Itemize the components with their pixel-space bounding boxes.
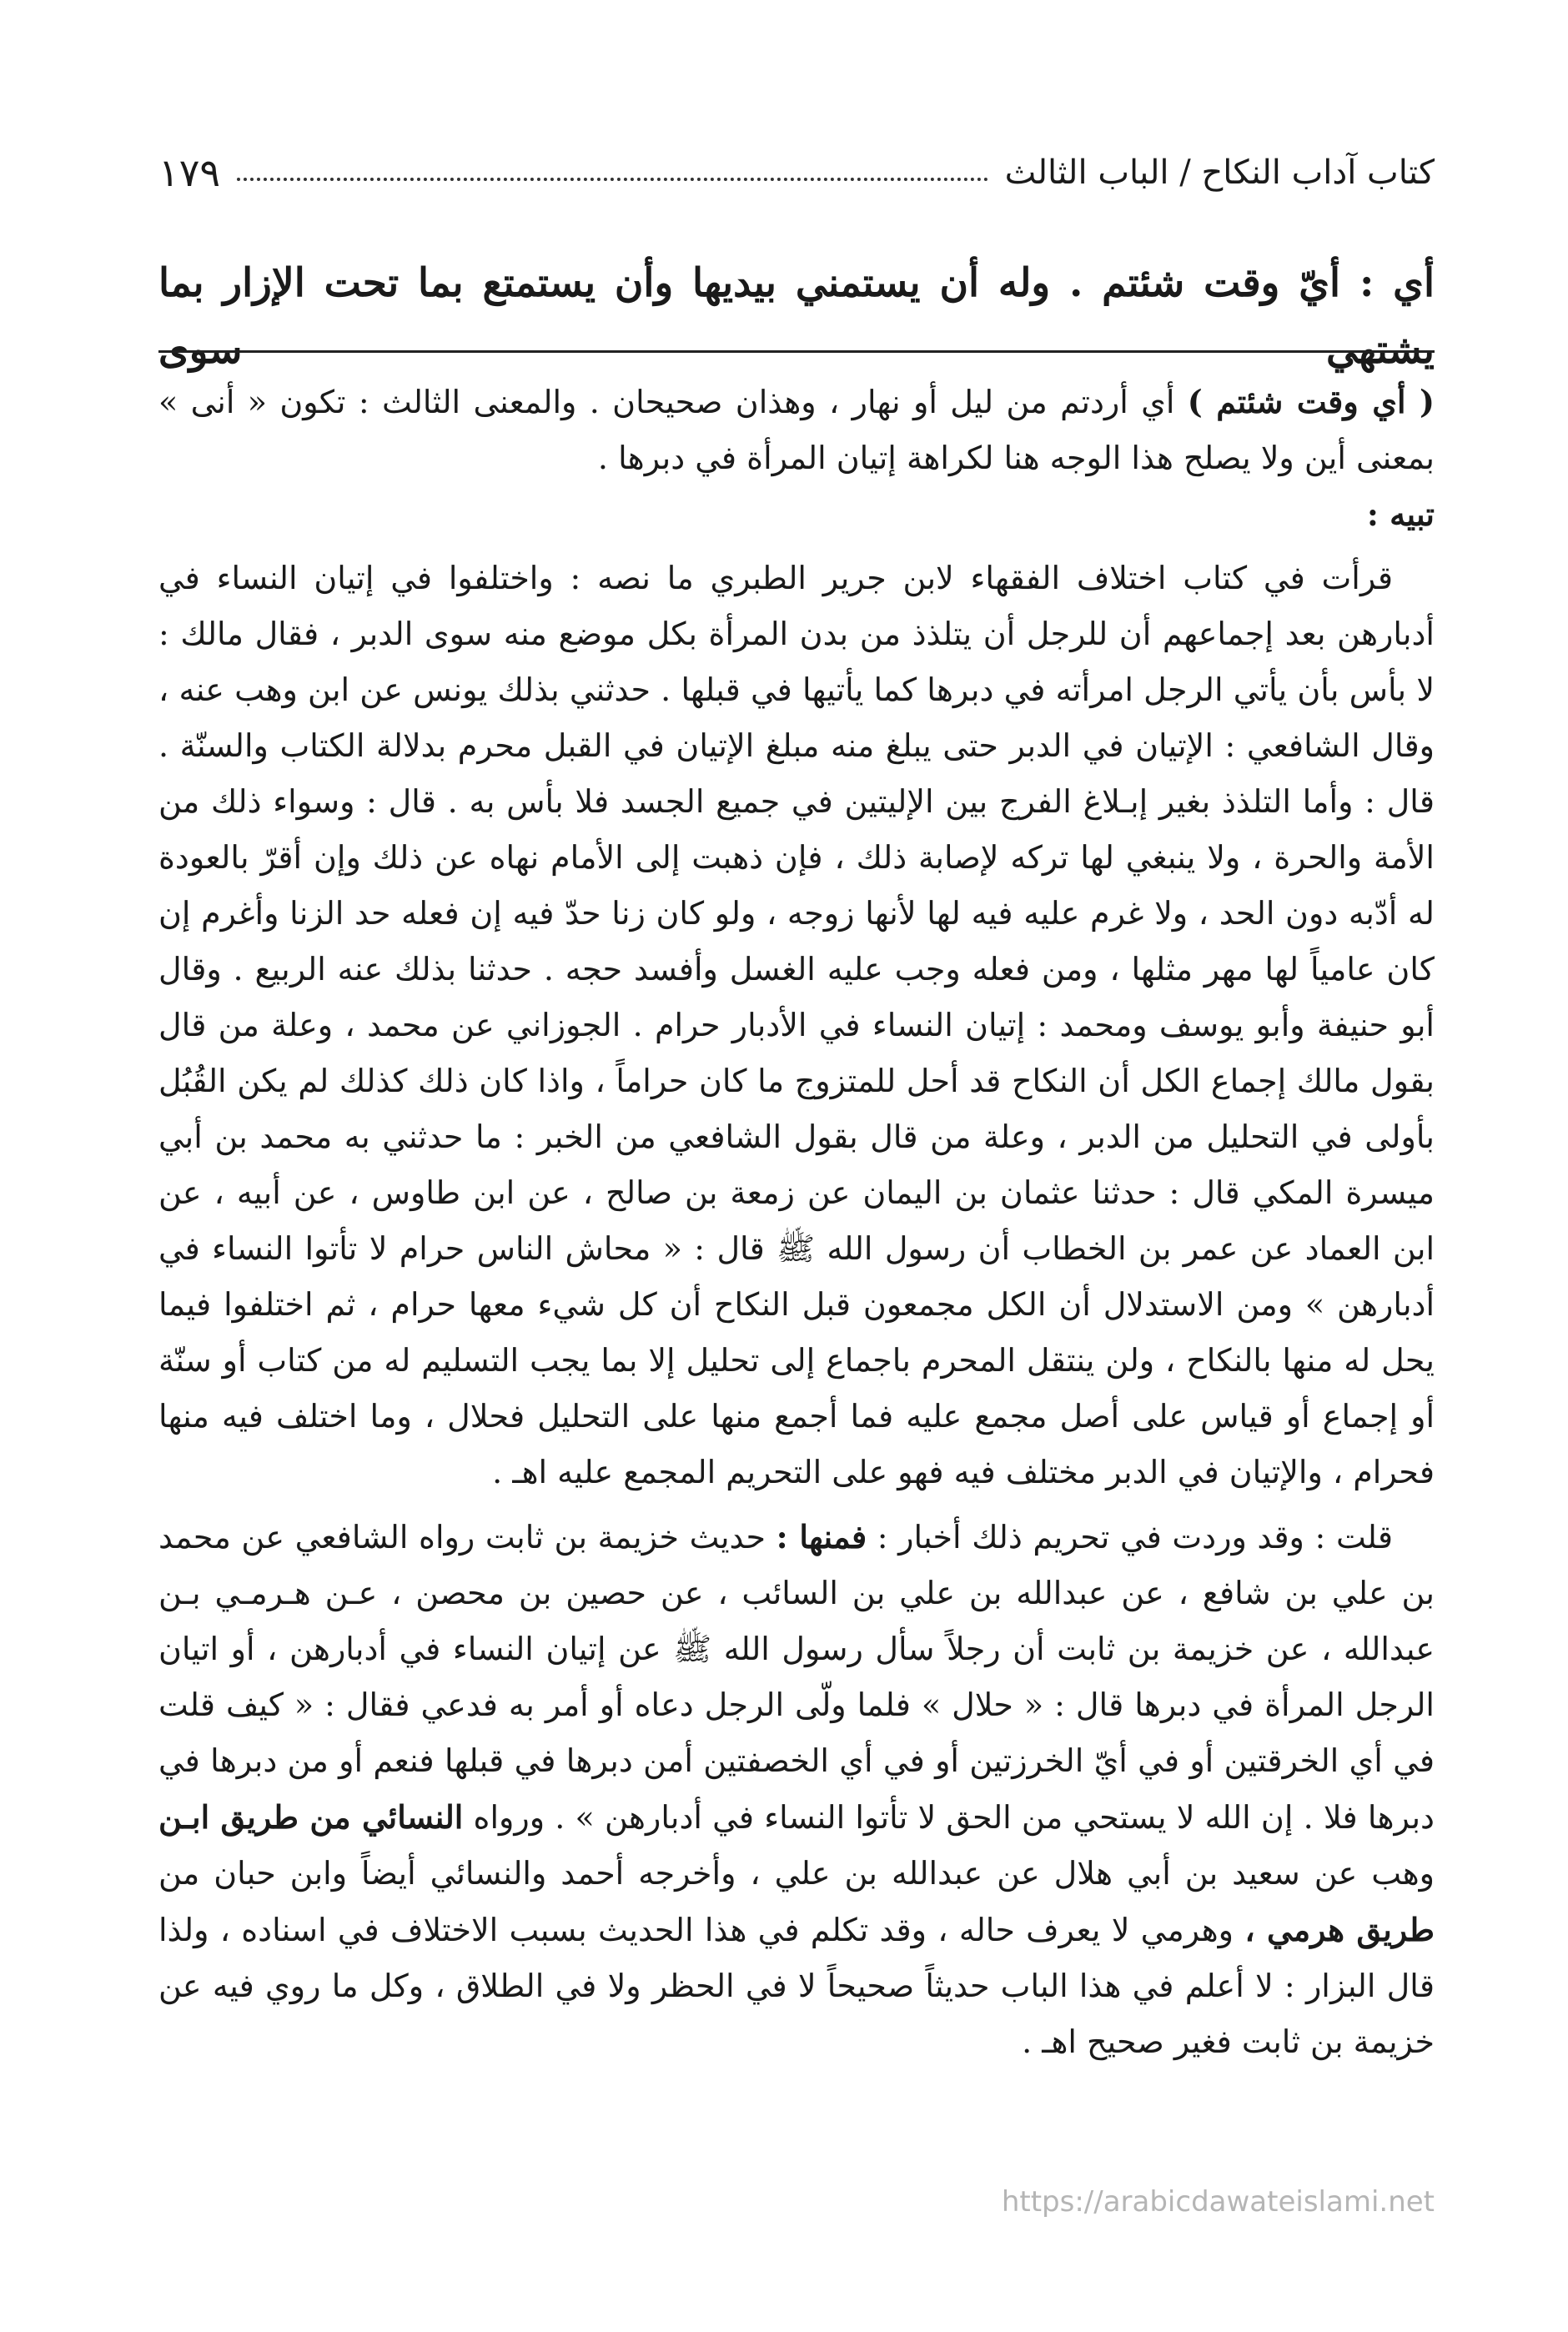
running-header bbox=[158, 143, 1435, 202]
chapter-title: كتاب آداب النكاح / الباب الثالث bbox=[1004, 153, 1435, 192]
section-heading: تبيه : bbox=[1366, 495, 1435, 533]
emphasis-text: طريق هرمي ، bbox=[1244, 1911, 1435, 1948]
commentary-text: قلت : وقد وردت في تحريم ذلك أخبار : bbox=[867, 1519, 1394, 1556]
commentary-text: وهرمي لا يعرف حاله ، وقد تكلم في هذا الحديث بسبب الاختلاف في اسناده ، ولذا قال البزار : لا أعلم في هذا الباب حديثاً صحيحاً لا في الحظر ولا في الطلاق ، وكل ما روي فيه عن خزيمة بن ثابت فغير صحيح اهـ . bbox=[158, 1912, 1435, 2060]
source-url-watermark: https://arabicdawateislami.net bbox=[1001, 2185, 1435, 2219]
commentary-text: وهب عن سعيد بن أبي هلال عن عبدالله بن علي ، وأخرجه أحمد والنسائي أيضاً وابن حبان من bbox=[158, 1855, 1435, 1892]
commented-phrase: ( أي وقت شئتم ) bbox=[1187, 383, 1435, 420]
commentary bbox=[158, 374, 1435, 2070]
header-dot-leader bbox=[237, 178, 988, 181]
main-text: أي : أيّ وقت شئتم . وله أن يستمني بيديها وأن يستمتع بما تحت الإزار بما يشتهي سوى bbox=[158, 260, 1435, 373]
footnote-divider bbox=[158, 350, 1435, 353]
commentary-paragraph bbox=[158, 1509, 1435, 2070]
emphasis-text: فمنها : bbox=[776, 1518, 867, 1556]
commentary-text: أي أردتم من ليل أو نهار ، وهذان صحيحان . والمعنى الثالث : تكون « أنى » بمعنى أين ولا يصلح هذا الوجه هنا لكراهة إتيان المرأة في دبرها . bbox=[158, 384, 1435, 476]
emphasis-text: النسائي من طريق ابـن bbox=[158, 1798, 464, 1836]
commentary-paragraph: قرأت في كتاب اختلاف الفقهاء لابن جرير الطبري ما نصه : واختلفوا في إتيان النساء في أدبارهن بعد إجماعهم أن للرجل أن يتلذذ من بدن المرأة بكل موضع منه سوى الدبر ، فقال مالك : لا بأس بأن يأتي الرجل امرأته في دبرها كما يأتيها في قبلها . حدثني بذلك يونس عن ابن وهب عنه ، وقال الشافعي : الإتيان في الدبر حتى يبلغ منه مبلغ الإتيان في القبل محرم بدلالة الكتاب والسنّة . قال : وأما التلذذ بغير إبـلاغ الفرج بين الإليتين في جميع الجسد فلا بأس به . قال : وسواء ذلك من الأمة والحرة ، ولا ينبغي لها تركه لإصابة ذلك ، فإن ذهبت إلى الأمام نهاه عن ذلك وإن أقرّ بالعودة له أدّبه دون الحد ، ولا غرم عليه فيه لها لأنها زوجه ، ولو كان زنا حدّ فيه إن فعله حد الزنا وأغرم إن كان عامياً لها مهر مثلها ، ومن فعله وجب عليه الغسل وأفسد حجه . حدثنا بذلك عنه الربيع . وقال أبو حنيفة وأبو يوسف ومحمد : إتيان النساء في الأدبار حرام . الجوزاني عن محمد ، وعلة من قال بقول مالك إجماع الكل أن النكاح قد أحل للمتزوج ما كان حراماً ، واذا كان ذلك كذلك لم يكن القُبُل بأولى في التحليل من الدبر ، وعلة من قال بقول الشافعي من الخبر : ما حدثني به محمد بن أبي ميسرة المكي قال : حدثنا عثمان بن اليمان عن زمعة بن صالح ، عن ابن طاوس ، عن أبيه ، عن ابن العماد عن عمر بن الخطاب أن رسول الله ﷺ قال : « محاش الناس حرام لا تأتوا النساء في أدبارهن » ومن الاستدلال أن الكل مجمعون قبل النكاح أن كل شيء معها حرام ، ثم اختلفوا فيما يحل له منها بالنكاح ، ولن ينتقل المحرم باجماع إلى تحليل إلا بما يجب التسليم له من كتاب أو سنّة أو إجماع أو قياس على أصل مجمع عليه فما أجمع منها على التحليل فحلال ، وما اختلف فيه منها فحرام ، والإتيان في الدبر مختلف فيه فهو على التحريم المجمع عليه اهـ . bbox=[158, 560, 1435, 1490]
page-number: ١٧٩ bbox=[158, 150, 221, 195]
commentary-paragraph bbox=[158, 374, 1435, 486]
commentary-text: حديث خزيمة بن ثابت رواه الشافعي عن محمد بن علي بن شافع ، عن عبدالله بن علي بن السائب ، عن حصين بن محصن ، عـن هـرمـي بـن عبدالله ، عن خزيمة بن ثابت أن رجلاً سأل رسول الله ﷺ عن إتيان النساء في أدبارهن ، أو اتيان الرجل المرأة في دبرها قال : « حلال » فلما ولّى الرجل دعاه أو أمر به فدعي فقال : « كيف قلت في أي الخرقتين أو في أيّ الخرزتين أو في أي الخصفتين أمن دبرها في قبلها فنعم أو من دبرها في دبرها فلا . إن الله لا يستحي من الحق لا تأتوا النساء في أدبارهن » . ورواه bbox=[158, 1519, 1435, 1836]
